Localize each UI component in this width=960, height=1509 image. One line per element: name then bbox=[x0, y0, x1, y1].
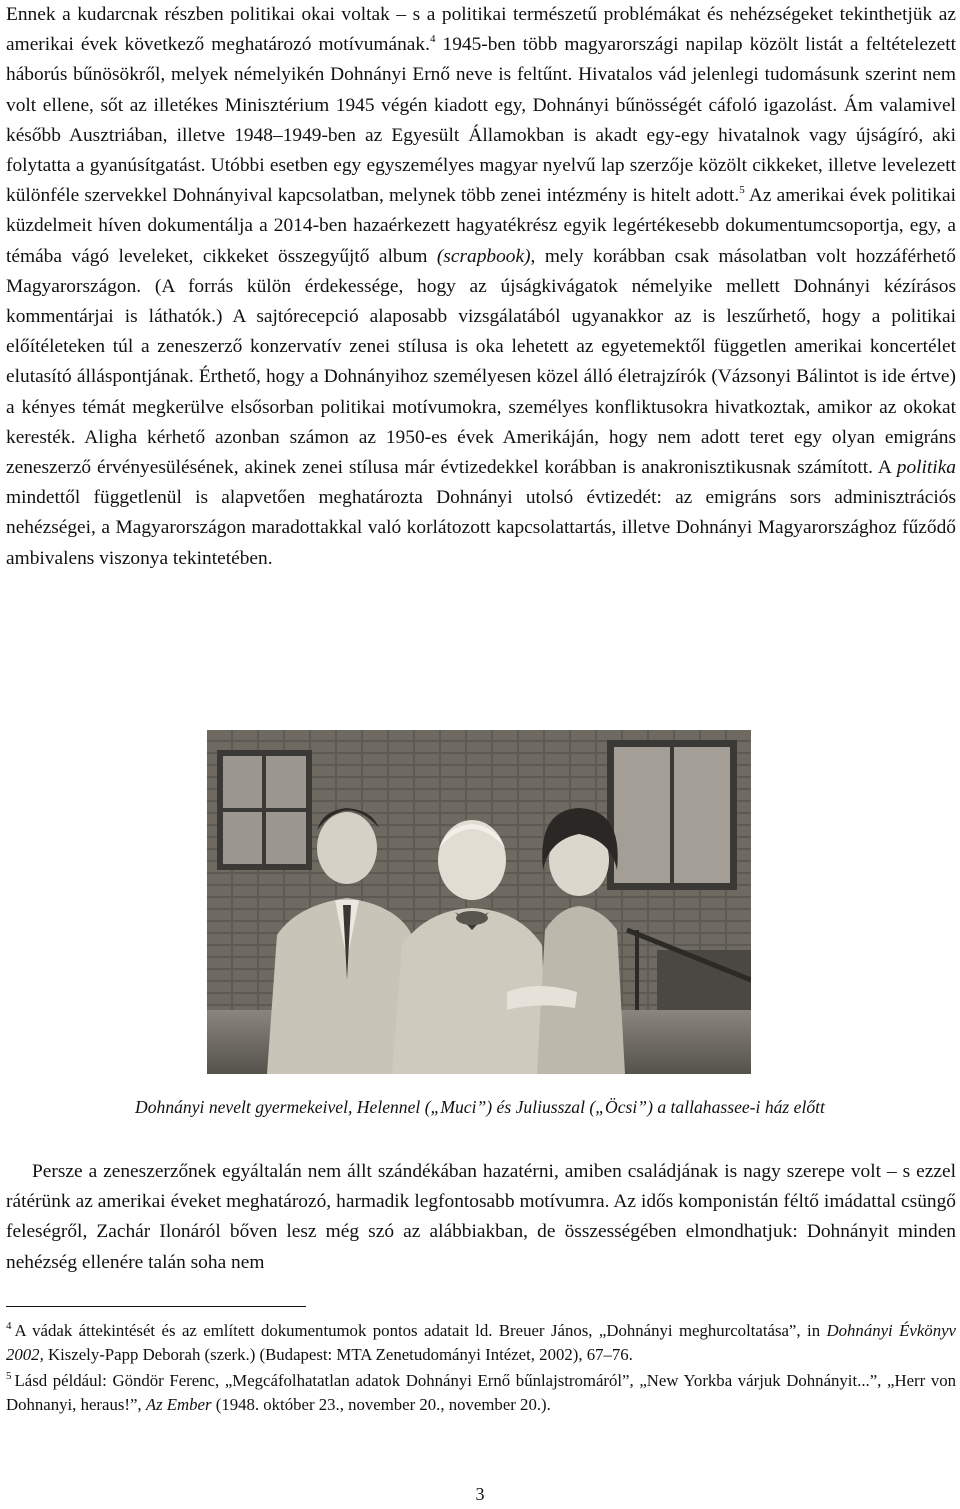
p1-text-d: , mely korábban csak másolatban volt hozzáférhető Magyarországon. (A forrás külön érdekessége, hogy az újságkivágatok némelyike mellett Dohnányi kézírásos kommentárjai is láthatók.) A sajtórecepció alaposabb vizsgálatából ugyanakkor az is leszűrhető, hogy a politikai előítéleteken túl a zeneszerző konzervatív zenei stílusa is oka lehetett az egyetemektől független amerikai koncertélet elutasító álláspontjának. Érthető, hogy a Dohnányihoz személyesen közel álló életrajzírók (Vázsonyi Bálintot is ide értve) a kényes témát megkerülve elsősorban politikai motívumokra, személyes konfliktusokra hivatkoztak, amikor az okokat keresték. Aligha kérhető azonban számon az 1950-es évek Amerikáján, hogy nem adott teret egy olyan emigráns zeneszerző érvényesülésének, akinek zenei stílusa már évtizedekkel korábban is anakronisztikusnak számított. A bbox=[6, 245, 956, 479]
photo-caption: Dohnányi nevelt gyermekeivel, Helennel („Muci”) és Juliusszal („Öcsi”) a tallahassee-i ház előtt bbox=[135, 1097, 825, 1117]
footnote-4-text-a: A vádak áttekintését és az említett dokumentumok pontos adatait ld. Breuer János, „Dohnányi meghurcoltatása”, in bbox=[14, 1321, 827, 1340]
p1-text-a: Ennek a kudarcnak részben politikai okai voltak – s a politikai természetű problémákat és nehézségeket tekinthetjük az amerikai évek következő meghatározó motívumának. bbox=[6, 4, 956, 56]
footnote-5-text-a: Lásd például: Göndör Ferenc, „Megcáfolhatatlan adatok Dohnányi Ernő bűnlajstromáról”, „New Yorkba várjuk Dohnányit...”, „Herr von Dohnanyi, heraus!”, bbox=[6, 1371, 956, 1414]
footnote-4-italic: Dohnányi Évkönyv 2002, bbox=[6, 1321, 956, 1364]
footnote-4-text-b: Kiszely-Papp Deborah (szerk.) (Budapest: MTA Zenetudományi Intézet, 2002), 67–76. bbox=[43, 1345, 633, 1364]
footnote-ref-4[interactable]: 4 bbox=[429, 33, 436, 46]
footnote-5 bbox=[6, 1369, 956, 1417]
footnote-ref-5[interactable]: 5 bbox=[739, 184, 745, 197]
p1-text-c: Az amerikai évek politikai küzdelmeit híven dokumentálja a 2014-ben hazaérkezett hagyatékrész egyik legértékesebb dokumentumcsoportja, egy, a témába vágó leveleket, cikkeket összegyűjtő album bbox=[6, 185, 956, 267]
page-number: 3 bbox=[475, 1484, 485, 1504]
p1-italic-politika: politika bbox=[896, 457, 956, 479]
p1-text-b: 1945-ben több magyarországi napilap közölt listát a feltételezett háborús bűnösökről, melyek némelyikén Dohnányi Ernő neve is feltűnt. Hivatalos vád jelenlegi tudomásunk szerint nem volt ellene, sőt az illetékes Minisztérium 1945 végén kiadott egy, Dohnányi bűnösségét cáfoló igazolást. Ám valamivel később Ausztriában, illetve 1948–1949-ben az Egyesült Államokban is akadt egy-egy hivatalnok vagy újságíró, aki folytatta a gyanúsítgatást. Utóbbi esetben egy egyszemélyes magyar nyelvű lap szerzője közölt cikkeket, illetve levelezett különféle szervekkel Dohnányival kapcsolatban, melynek több zenei intézmény is hitelt adott. bbox=[6, 34, 956, 207]
p1-italic-scrapbook: (scrapbook) bbox=[436, 245, 531, 267]
footnote-5-text-b: (1948. október 23., november 20., november 20.). bbox=[211, 1395, 551, 1414]
body-paragraph-2 bbox=[6, 1157, 956, 1278]
footnote-4 bbox=[6, 1319, 956, 1367]
photo-illustration bbox=[207, 730, 751, 1074]
footnote-4-number: 4 bbox=[6, 1320, 12, 1332]
family-photo bbox=[207, 730, 751, 1074]
footnote-divider bbox=[6, 1306, 306, 1307]
body-paragraph-1 bbox=[6, 0, 956, 574]
footnotes bbox=[6, 1319, 956, 1419]
p2-text: Persze a zeneszerzőnek egyáltalán nem állt szándékában hazatérni, amiben családjának is nagy szerepe volt – s ezzel rátérünk az amerikai éveket meghatározó, harmadik legfontosabb motívumra. Az idős komponistán féltő imádattal csüngő feleségről, Zachár Ilonáról bőven lesz még szó az alábbiakban, de összességében elmondhatjuk: Dohnányit minden nehézség ellenére talán soha nem bbox=[6, 1161, 956, 1273]
footnote-5-italic: Az Ember bbox=[145, 1395, 212, 1414]
p1-text-e: mindettől függetlenül is alapvetően meghatározta Dohnányi utolsó évtizedét: az emigráns sors adminisztrációs nehézségei, a Magyarországon maradottakkal való korlátozott kapcsolattartás, illetve Dohnányi Magyarországhoz fűződő ambivalens viszonya tekintetében. bbox=[6, 487, 956, 569]
footnote-5-number: 5 bbox=[6, 1370, 12, 1382]
